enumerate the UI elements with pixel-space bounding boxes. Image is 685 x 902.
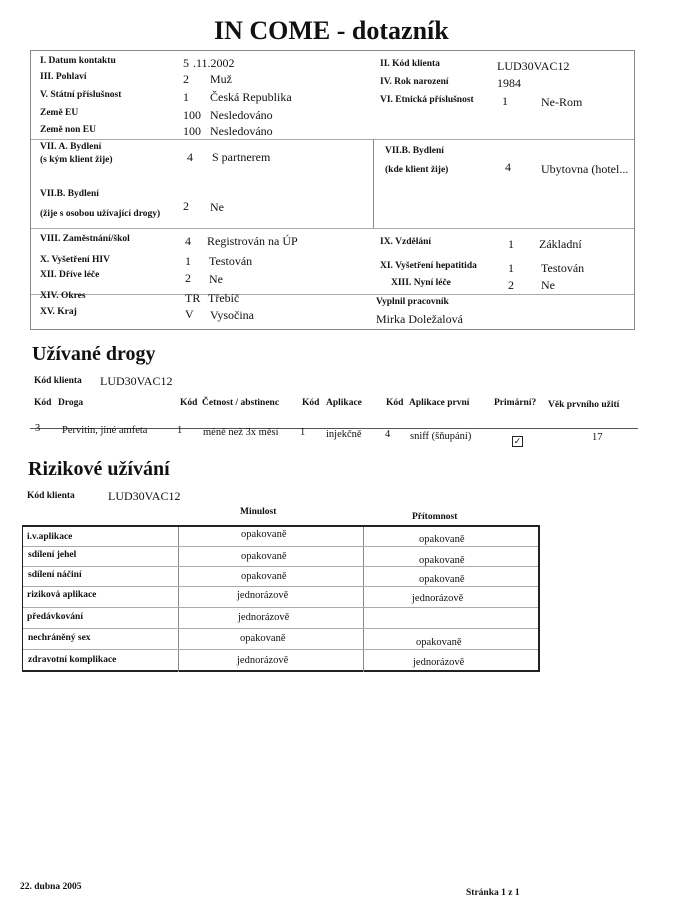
risk-row-present: jednorázově xyxy=(412,593,464,604)
drug-kod-4: 4 xyxy=(385,429,391,440)
footer-date: 22. dubna 2005 xyxy=(20,882,82,892)
value-bydleni-b: Ne xyxy=(210,200,224,214)
value-zeme-eu: Nesledováno xyxy=(210,108,273,122)
code-hiv: 1 xyxy=(185,254,191,268)
label-zeme-non-eu: Země non EU xyxy=(40,125,96,135)
value-bydleni-a: S partnerem xyxy=(212,150,271,164)
value-hepatitida: Testován xyxy=(541,261,585,275)
risk-row-past: jednorázově xyxy=(238,612,290,623)
col-aplikace-prvni: Aplikace první xyxy=(409,398,470,408)
value-hiv: Testován xyxy=(209,254,253,268)
code-zeme-eu: 100 xyxy=(183,108,201,122)
label-okres: XIV. Okres xyxy=(40,291,86,301)
risk-row-past: opakovaně xyxy=(241,551,287,562)
col-kod-3: Kód xyxy=(302,398,320,408)
code-hepatitida: 1 xyxy=(508,261,514,275)
value-kraj: Vysočina xyxy=(210,308,254,322)
code-okres: TR xyxy=(185,291,201,305)
risk-row-label: sdílení náčiní xyxy=(28,570,82,580)
risk-row-label: zdravotní komplikace xyxy=(28,655,117,665)
value-kod-klienta: LUD30VAC12 xyxy=(497,59,570,73)
label-zamestnani: VIII. Zaměstnání/škol xyxy=(40,234,130,244)
label-hiv: X. Vyšetření HIV xyxy=(40,255,110,265)
drug-droga: Pervitin, jiné amfeta xyxy=(62,425,148,436)
value-rok-narozeni: 1984 xyxy=(497,76,521,90)
risk-row-present: opakovaně xyxy=(419,534,465,545)
value-pohlavi: Muž xyxy=(210,72,232,86)
label-vyplnil: Vyplnil pracovník xyxy=(376,297,449,307)
label-drive-lece: XII. Dříve léče xyxy=(40,270,100,280)
label-datum: I. Datum kontaktu xyxy=(40,56,116,66)
col-aplikace: Aplikace xyxy=(326,398,362,408)
label-zeme-eu: Země EU xyxy=(40,108,79,118)
risk-row-past: opakovaně xyxy=(241,529,287,540)
value-zeme-non-eu: Nesledováno xyxy=(210,124,273,138)
drug-aplikace-prvni: sniff (šňupání) xyxy=(410,431,472,442)
label-bydleni-kde: VII.B. Bydlení xyxy=(385,146,444,156)
code-vzdelani: 1 xyxy=(508,237,514,251)
risk-row-past: opakovaně xyxy=(241,571,287,582)
risk-row-label: sdílení jehel xyxy=(28,550,77,560)
drug-kod: 3 xyxy=(35,423,41,434)
drug-vek: 17 xyxy=(592,432,603,443)
code-bydleni-kde: 4 xyxy=(505,160,511,174)
code-zeme-non-eu: 100 xyxy=(183,124,201,138)
risk-row-past: jednorázově xyxy=(237,590,289,601)
risk-client-code-label: Kód klienta xyxy=(27,491,75,501)
value-datum: .11.2002 xyxy=(193,56,235,70)
value-okres: Třebíč xyxy=(208,291,240,305)
code-bydleni-b: 2 xyxy=(183,199,189,213)
drugs-heading: Užívané drogy xyxy=(32,343,156,365)
col-kod-4: Kód xyxy=(386,398,404,408)
code-drive-lece: 2 xyxy=(185,271,191,285)
label-kod-klienta: II. Kód klienta xyxy=(380,59,440,69)
footer-page: Stránka 1 z 1 xyxy=(466,888,520,898)
col-cetnost: Četnost / abstinenc xyxy=(202,398,280,408)
label-bydleni-a-sub: (s kým klient žije) xyxy=(40,155,113,165)
code-statni: 1 xyxy=(183,90,189,104)
value-vzdelani: Základní xyxy=(539,237,582,251)
code-bydleni-a: 4 xyxy=(187,150,193,164)
drugs-client-code: LUD30VAC12 xyxy=(100,374,173,388)
label-nyni-lece: XIII. Nyní léče xyxy=(391,278,451,288)
label-hepatitida: XI. Vyšetření hepatitida xyxy=(380,261,477,271)
label-vzdelani: IX. Vzdělání xyxy=(380,237,432,247)
value-statni: Česká Republika xyxy=(210,90,292,104)
label-bydleni-b-sub: (žije s osobou užívající drogy) xyxy=(40,209,161,219)
label-bydleni-kde-sub: (kde klient žije) xyxy=(385,165,449,175)
col-kod: Kód xyxy=(34,398,52,408)
risk-row-past: opakovaně xyxy=(240,633,286,644)
risk-col-present: Přítomnost xyxy=(412,512,458,522)
label-statni: V. Státní příslušnost xyxy=(40,90,122,100)
value-etnicka: Ne-Rom xyxy=(541,95,583,109)
label-bydleni-b: VII.B. Bydlení xyxy=(40,189,99,199)
drug-aplikace: injekčně xyxy=(326,429,362,440)
col-droga: Droga xyxy=(58,398,84,408)
risk-row-present: opakovaně xyxy=(419,555,465,566)
drugs-client-code-label: Kód klienta xyxy=(34,376,82,386)
risk-row-present: opakovaně xyxy=(416,637,462,648)
drug-kod-2: 1 xyxy=(177,425,183,436)
code-kraj: V xyxy=(185,307,194,321)
col-vek: Věk prvního užití xyxy=(548,400,620,410)
code-nyni-lece: 2 xyxy=(508,278,514,292)
code-pohlavi: 2 xyxy=(183,72,189,86)
label-bydleni-a: VII. A. Bydlení xyxy=(40,142,102,152)
value-nyni-lece: Ne xyxy=(541,278,555,292)
risk-client-code: LUD30VAC12 xyxy=(108,489,181,503)
risk-row-label: nechráněný sex xyxy=(28,633,91,643)
risk-row-label: předávkování xyxy=(27,612,83,622)
value-bydleni-kde: Ubytovna (hotel... xyxy=(541,162,629,176)
drug-cetnost: méně než 3x měsí xyxy=(203,427,279,438)
page-title: IN COME - dotazník xyxy=(214,16,449,45)
col-primarni: Primární? xyxy=(494,398,537,408)
risk-heading: Rizikové užívání xyxy=(28,458,170,480)
value-vyplnil: Mirka Doležalová xyxy=(376,312,463,326)
label-rok-narozeni: IV. Rok narození xyxy=(380,77,449,87)
primary-checkbox[interactable]: ✓ xyxy=(513,436,522,446)
risk-col-past: Minulost xyxy=(240,507,277,517)
value-drive-lece: Ne xyxy=(209,272,223,286)
col-kod-2: Kód xyxy=(180,398,198,408)
risk-row-past: jednorázově xyxy=(237,655,289,666)
label-kraj: XV. Kraj xyxy=(40,307,77,317)
code-datum: 5 xyxy=(183,56,189,70)
risk-row-label: riziková aplikace xyxy=(27,590,97,600)
label-etnicka: VI. Etnická příslušnost xyxy=(380,95,474,105)
label-pohlavi: III. Pohlaví xyxy=(40,72,87,82)
risk-row-present: jednorázově xyxy=(413,657,465,668)
code-etnicka: 1 xyxy=(502,94,508,108)
value-zamestnani: Registrován na ÚP xyxy=(207,234,298,248)
risk-row-label: i.v.aplikace xyxy=(27,532,73,542)
drug-kod-3: 1 xyxy=(300,427,306,438)
code-zamestnani: 4 xyxy=(185,234,191,248)
risk-row-present: opakovaně xyxy=(419,574,465,585)
